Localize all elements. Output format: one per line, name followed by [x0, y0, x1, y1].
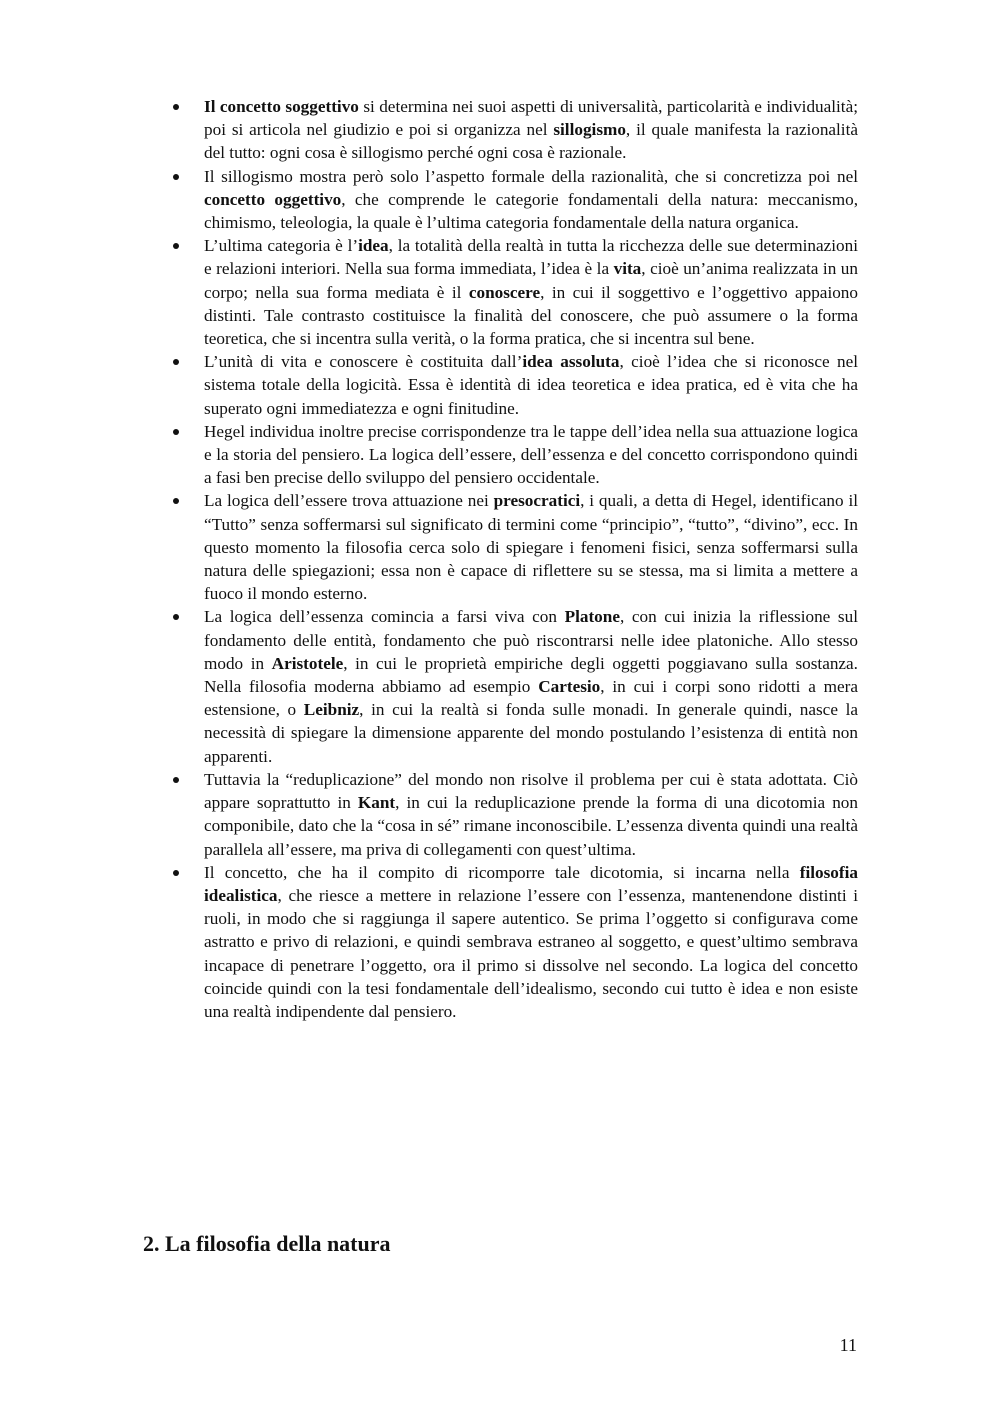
bullet-dot-icon	[173, 614, 179, 620]
bold-term: vita	[613, 259, 642, 279]
bullet-dot-icon	[173, 498, 179, 504]
text-run: , che riesce a mettere in relazione l’essere con l’essenza, mantenendone distinti i ruoli, in modo che si raggiunga il sapere autentico. Se prima l’oggetto si configurava come astratto e privo di relazioni, e quindi sembrava estraneo al soggetto, e quest’ultimo sembrava incapace di penetrare l’oggetto, ora il primo si dissolve nel secondo. La logica del concetto coincide quindi con la tesi fondamentale dell’idealismo, secondo cui tutto è idea e non esiste una realtà indipendente dal pensiero.	[204, 885, 858, 1021]
text-run: , cioè un’anima realizzata in un corpo; nella sua forma mediata è il	[204, 259, 858, 302]
text-run: , in cui la realtà si fonda sulle monadi. In generale quindi, nasce la necessità di spiegare la dimensione apparente del mondo postulando l’esistenza di entità non apparenti.	[204, 700, 858, 766]
bold-term: idea assoluta	[522, 352, 620, 372]
text-run: , in cui il soggettivo e l’oggettivo appaiono distinti. Tale contrasto costituisce la finalità del conoscere, che può assumere o la forma teoretica, che si incentra sulla verità, o la forma pratica, che si incentra sul bene.	[204, 282, 858, 349]
bold-term: presocratici	[493, 491, 581, 511]
bullet-item	[168, 605, 858, 767]
text-run: L’unità di vita e conoscere è costituita dall’	[204, 352, 523, 372]
text-run: , il quale manifesta la razionalità del tutto: ogni cosa è sillogismo perché ogni cosa è razionale.	[204, 120, 858, 163]
bullet-dot-icon	[173, 104, 179, 110]
bold-term: filosofia idealistica	[204, 862, 858, 905]
bullet-dot-icon	[173, 870, 179, 876]
bold-term: Il concetto soggettivo	[204, 97, 359, 116]
bullet-item	[168, 489, 858, 605]
bullet-dot-icon	[173, 359, 179, 365]
text-run: , che comprende le categorie fondamentali della natura: meccanismo, chimismo, teleologia, la quale è l’ultima categoria fondamentale della natura organica.	[204, 189, 858, 233]
text-run: , in cui i corpi sono ridotti a mera estensione, o	[204, 677, 859, 720]
text-run: , i quali, a detta di Hegel, identificano il “Tutto” senza soffermarsi sul significato di termini come “principio”, “tutto”, “divino”, ecc. In questo momento la filosofia cerca solo di spiegare i fenomeni fisici, senza soffermarsi sulla natura delle spiegazioni; essa non è capace di riflettere su se stessa, ma si limita a mettere a fuoco il mondo esterno.	[204, 491, 859, 604]
bullet-item	[168, 350, 858, 420]
bullet-item	[168, 861, 858, 1023]
text-run: L’ultima categoria è l’	[204, 236, 359, 256]
bullet-text	[204, 422, 858, 487]
bullet-text	[204, 607, 858, 765]
bold-term: sillogismo	[553, 120, 626, 140]
bullet-list	[168, 95, 858, 1023]
text-run: La logica dell’essere trova attuazione nei	[204, 491, 494, 511]
text-run: Hegel individua inoltre precise corrispondenze tra le tappe dell’idea nella sua attuazione logica e la storia del pensiero. La logica dell’essere, dell’essenza e del concetto corrispondono quindi a fasi ben precise dello sviluppo del pensiero occidentale.	[204, 421, 858, 488]
text-run: , con cui inizia la riflessione sul fondamento delle entità, fondamento che può riscontrarsi nelle idee platoniche. Allo stesso modo in	[204, 607, 858, 673]
bold-term: Platone	[564, 607, 620, 627]
bullet-text	[204, 167, 858, 232]
bullet-item	[168, 420, 858, 490]
bullet-text	[204, 97, 858, 162]
text-run: , in cui le proprietà empiriche degli oggetti poggiavano sulla sostanza. Nella filosofia moderna abbiamo ad esempio	[204, 653, 858, 697]
bullet-item	[168, 165, 858, 235]
bold-term: concetto oggettivo	[204, 189, 342, 209]
bullet-dot-icon	[173, 429, 179, 435]
bold-term: idea	[358, 236, 389, 256]
bold-term: Kant	[357, 793, 396, 813]
bold-term: Leibniz	[303, 700, 360, 720]
text-run: Tuttavia la “reduplicazione” del mondo non risolve il problema per cui è stata adottata. Ciò appare soprattutto in	[204, 769, 858, 813]
bullet-item	[168, 234, 858, 350]
bullet-text	[204, 863, 858, 1021]
bullet-item	[168, 95, 858, 165]
text-run: , la totalità della realtà in tutta la ricchezza delle sue determinazioni e relazioni interiori. Nella sua forma immediata, l’idea è la	[204, 236, 858, 279]
bullet-text	[204, 236, 858, 348]
bullet-dot-icon	[173, 243, 179, 249]
section-heading: 2. La filosofia della natura	[143, 1231, 391, 1256]
bold-term: Aristotele	[271, 653, 344, 673]
text-run: La logica dell’essenza comincia a farsi viva con	[204, 607, 565, 627]
bullet-item	[168, 768, 858, 861]
text-run: Il sillogismo mostra però solo l’aspetto formale della razionalità, che si concretizza poi nel	[204, 166, 858, 186]
page-number: 11	[839, 1335, 857, 1355]
bullet-text	[204, 352, 858, 417]
bullet-text	[204, 491, 858, 603]
bold-term: conoscere	[468, 282, 541, 302]
bullet-text	[204, 770, 858, 859]
text-run: Il concetto, che ha il compito di ricomporre tale dicotomia, si incarna nella	[204, 862, 800, 882]
bullet-dot-icon	[173, 174, 179, 180]
bullet-dot-icon	[173, 777, 179, 783]
bold-term: Cartesio	[538, 677, 601, 697]
text-run: , cioè l’idea che si riconosce nel sistema totale della logicità. Essa è identità di idea teoretica e idea pratica, ed è vita che ha superato ogni immediatezza e ogni finitudine.	[204, 352, 859, 418]
text-run: si determina nei suoi aspetti di universalità, particolarità e individualità; poi si articola nel giudizio e poi si organizza nel	[204, 97, 858, 140]
text-run: , in cui la reduplicazione prende la forma di una dicotomia non componibile, dato che la “cosa in sé” rimane inconoscibile. L’essenza diventa quindi una realtà parallela all’essere, ma priva di collegamenti con quest’ultima.	[204, 793, 858, 859]
